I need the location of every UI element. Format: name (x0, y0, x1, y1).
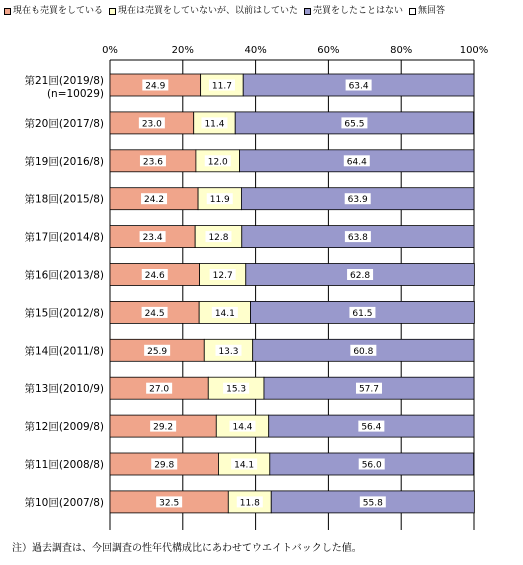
data-label: 23.0 (141, 119, 162, 130)
x-tick-label: 80% (390, 45, 413, 56)
data-label: 23.6 (142, 157, 163, 168)
data-label: 29.2 (153, 422, 174, 433)
legend-label: 無回答 (418, 6, 446, 16)
data-label: 24.2 (144, 195, 165, 206)
data-label: 63.9 (347, 195, 368, 206)
data-label: 57.7 (358, 384, 380, 395)
data-label: 25.9 (147, 346, 168, 357)
category-label: 第18回(2015/8) (24, 193, 104, 206)
data-label: 13.3 (218, 346, 239, 357)
data-label: 56.4 (361, 422, 382, 433)
data-label: 56.0 (361, 460, 382, 471)
x-tick-label: 40% (244, 45, 267, 56)
data-label: 55.8 (362, 498, 383, 509)
data-label: 64.4 (346, 157, 367, 168)
data-label: 14.4 (232, 422, 253, 433)
category-label: 第17回(2014/8) (24, 231, 104, 244)
category-label: 第21回(2019/8) (24, 75, 104, 87)
category-label: 第11回(2008/8) (24, 459, 104, 471)
data-label: 62.8 (350, 271, 371, 281)
category-label: 第15回(2012/8) (24, 307, 104, 320)
category-label: 第10回(2007/8) (24, 496, 104, 509)
data-label: 11.4 (204, 119, 225, 130)
legend-label: 現在も売買をしている (13, 6, 104, 16)
data-label: 11.8 (239, 498, 260, 509)
footnote: 注）過去調査は、今回調査の性年代構成比にあわせてウエイトバックした値。 (12, 543, 362, 554)
data-label: 60.8 (353, 346, 374, 357)
data-label: 14.1 (214, 308, 235, 319)
data-label: 11.9 (209, 195, 230, 206)
data-label: 29.8 (154, 460, 175, 471)
category-label: 第20回(2017/8) (24, 117, 104, 130)
data-label: 63.4 (348, 81, 369, 92)
category-label: 第16回(2013/8) (24, 269, 104, 282)
data-label: 12.0 (207, 157, 228, 168)
legend-label: 現在は売買をしていないが、以前はしていた (118, 6, 299, 16)
data-label: 24.6 (144, 271, 165, 281)
legend-label: 売買をしたことはない (313, 6, 404, 16)
data-label: 61.5 (352, 308, 373, 319)
category-label: 第19回(2016/8) (24, 155, 104, 168)
category-label: 第12回(2009/8) (24, 421, 104, 434)
data-label: 15.3 (226, 384, 247, 395)
data-label: 63.8 (347, 233, 368, 244)
category-label: 第14回(2011/8) (24, 345, 104, 358)
data-label: 27.0 (149, 384, 170, 395)
x-tick-label: 20% (171, 45, 194, 56)
data-label: 23.4 (142, 233, 163, 244)
category-label: 第13回(2010/9) (24, 383, 104, 396)
data-label: 11.7 (211, 81, 232, 92)
data-label: 12.7 (212, 271, 233, 281)
x-tick-label: 60% (317, 45, 340, 56)
data-label: 32.5 (159, 498, 180, 509)
x-tick-label: 100% (459, 45, 489, 56)
data-label: 24.9 (145, 81, 166, 92)
x-tick-label: 0% (102, 45, 118, 56)
category-sublabel: (n=10029) (46, 88, 104, 100)
data-label: 12.8 (208, 233, 229, 244)
data-label: 14.1 (234, 460, 255, 471)
data-label: 24.5 (144, 308, 165, 319)
data-label: 65.5 (344, 119, 365, 130)
